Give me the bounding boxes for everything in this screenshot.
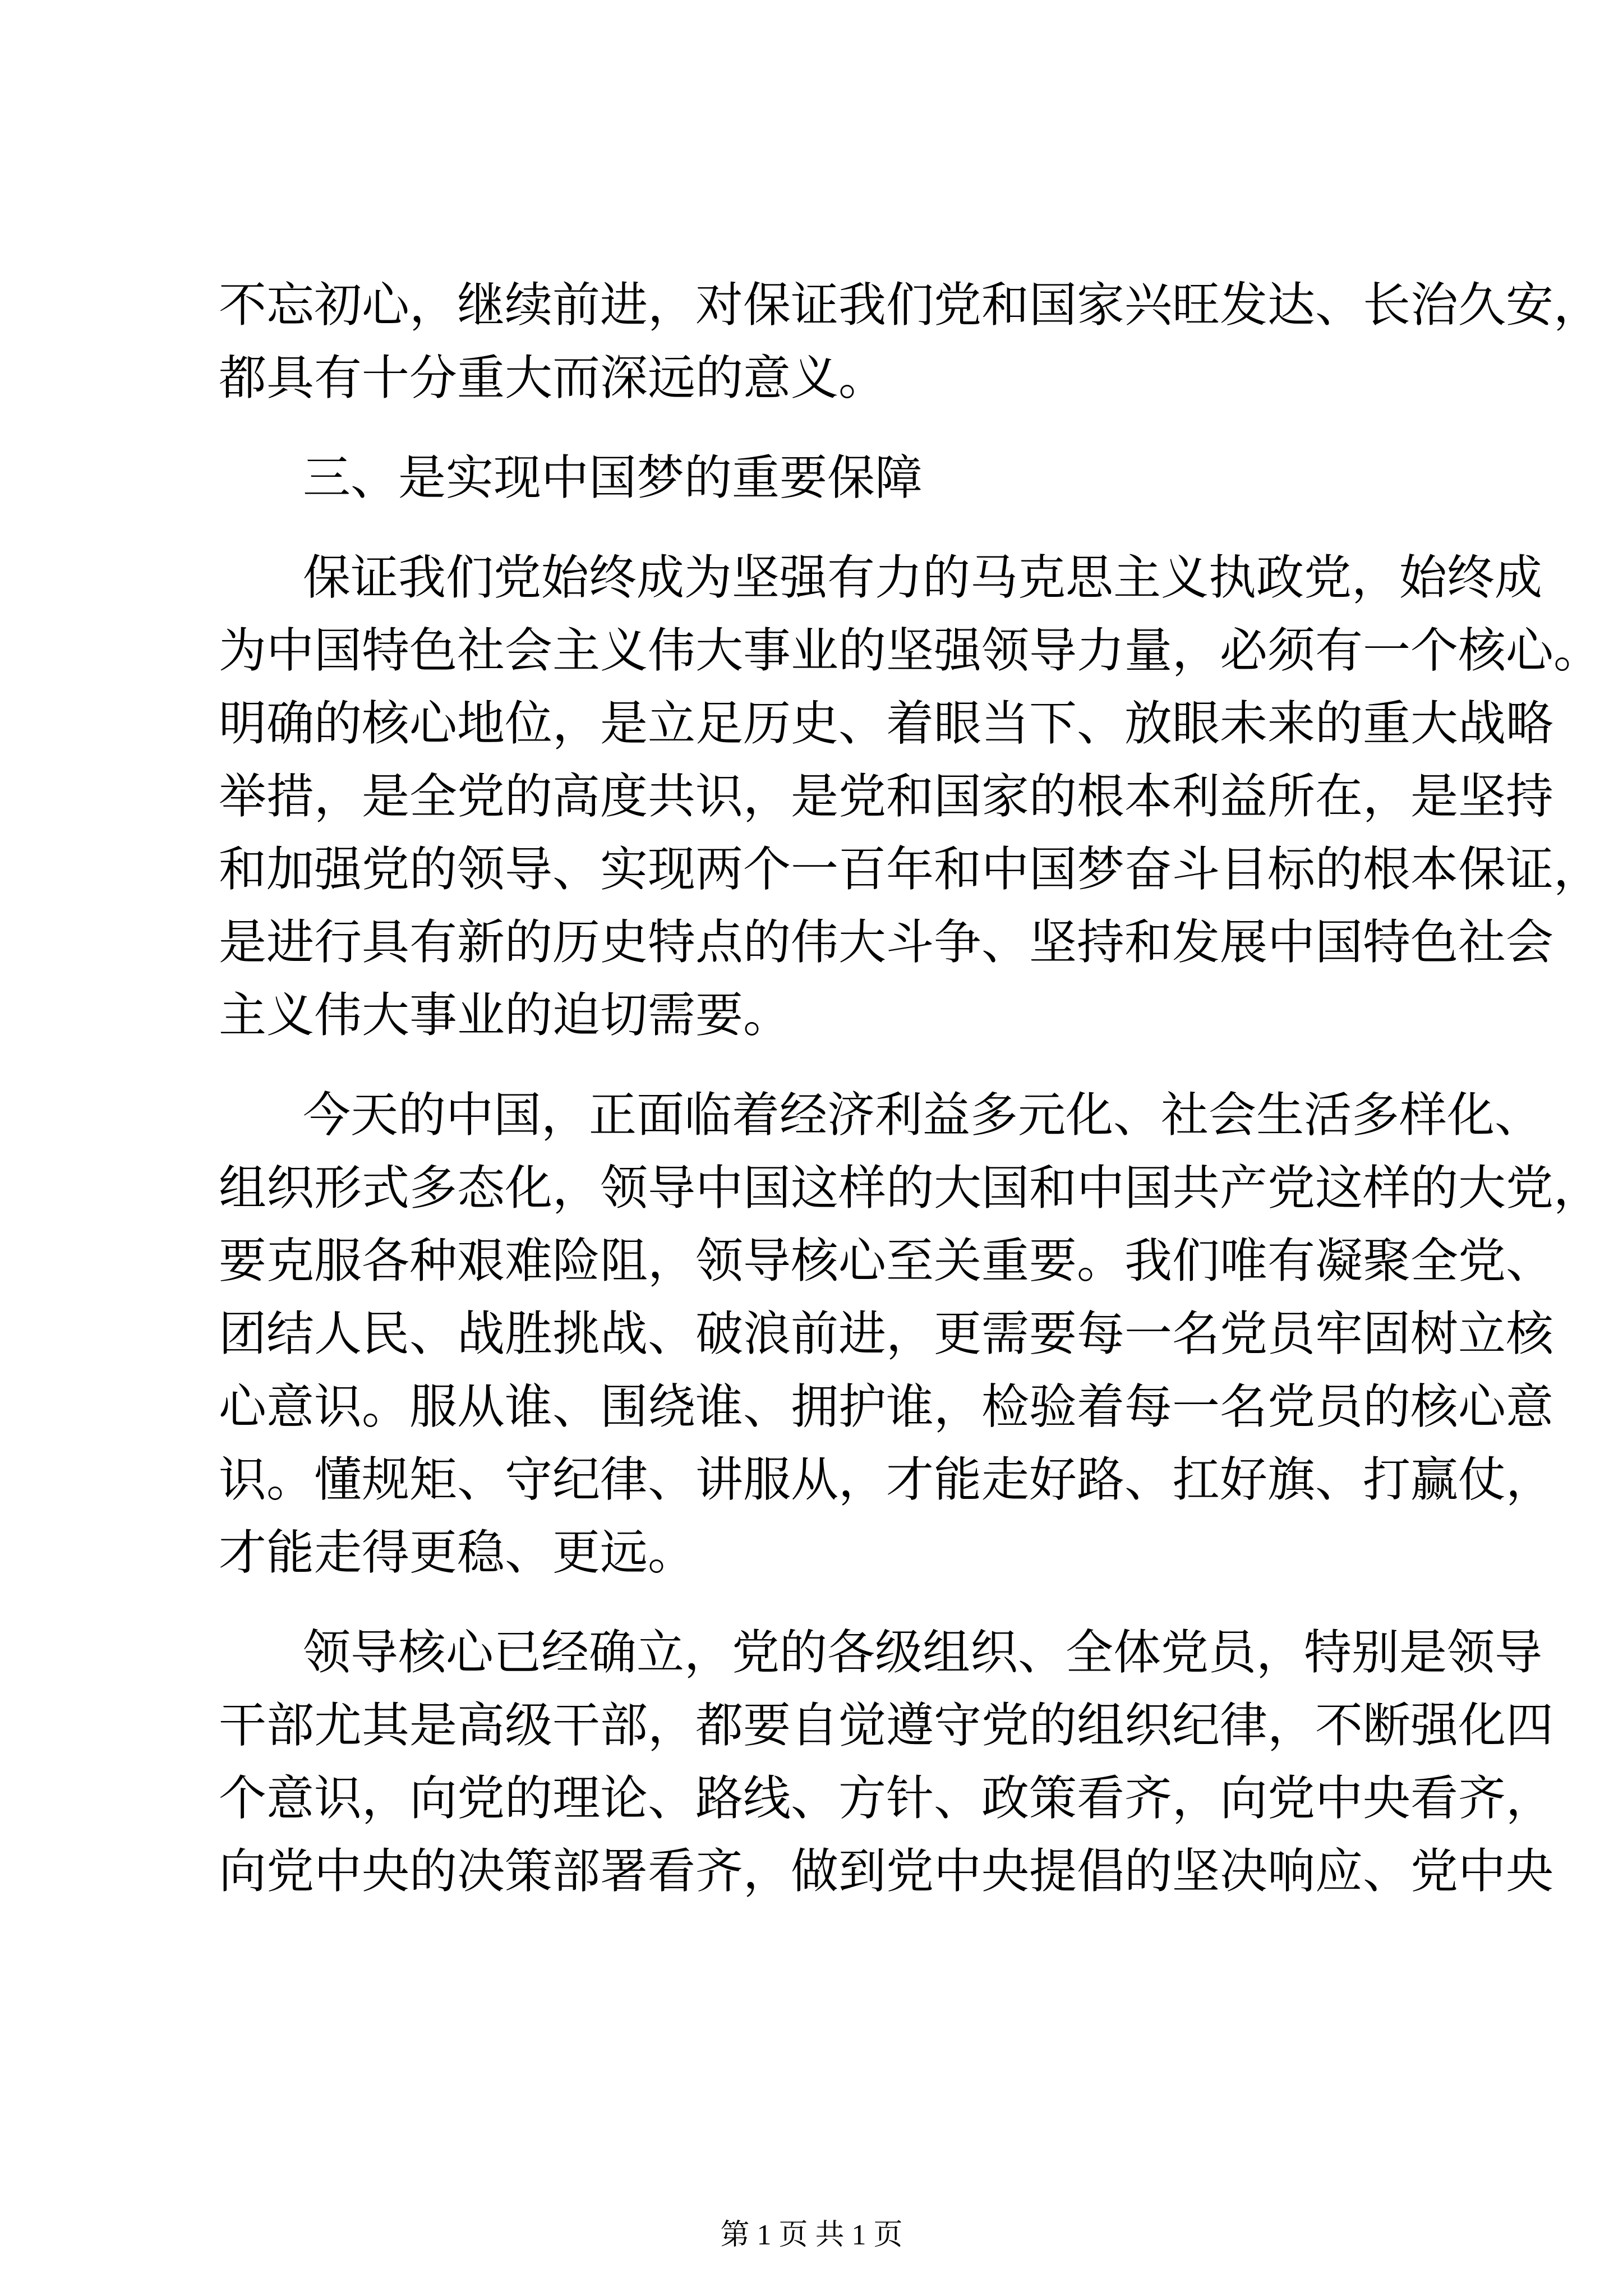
text-line: 为中国特色社会主义伟大事业的坚强领导力量，必须有一个核心。 [219, 623, 1602, 679]
paragraph [219, 1617, 1554, 1908]
paragraph [219, 1079, 1602, 1590]
text-line: 和加强党的领导、实现两个一百年和中国梦奋斗目标的根本保证， [219, 842, 1602, 898]
text-line: 要克服各种艰难险阻，领导核心至关重要。我们唯有凝聚全党、 [219, 1234, 1554, 1289]
text-line: 都具有十分重大而深远的意义。 [219, 351, 887, 406]
text-line: 领导核心已经确立，党的各级组织、全体党员，特别是领导 [303, 1625, 1543, 1681]
continuation-paragraph [219, 269, 1602, 415]
text-line: 不忘初心，继续前进，对保证我们党和国家兴旺发达、长治久安， [219, 278, 1602, 333]
text-line: 识。懂规矩、守纪律、讲服从，才能走好路、扛好旗、打赢仗， [219, 1452, 1554, 1508]
text-line: 今天的中国，正面临着经济利益多元化、社会生活多样化、 [303, 1088, 1543, 1143]
text-line: 心意识。服从谁、围绕谁、拥护谁，检验着每一名党员的核心意 [219, 1379, 1554, 1435]
text-line: 组织形式多态化，领导中国这样的大国和中国共产党这样的大党， [219, 1161, 1602, 1216]
section-heading [219, 442, 1430, 515]
text-line: 向党中央的决策部署看齐，做到党中央提倡的坚决响应、党中央 [219, 1844, 1554, 1899]
text-line: 明确的核心地位，是立足历史、着眼当下、放眼未来的重大战略 [219, 696, 1554, 752]
text-line: 是进行具有新的历史特点的伟大斗争、坚持和发展中国特色社会 [219, 915, 1554, 970]
text-line: 干部尤其是高级干部，都要自觉遵守党的组织纪律，不断强化四 [219, 1698, 1554, 1754]
section-heading-text: 三、是实现中国梦的重要保障 [303, 450, 923, 506]
paragraph [219, 542, 1602, 1052]
text-line: 保证我们党始终成为坚强有力的马克思主义执政党，始终成 [303, 550, 1543, 606]
text-line: 举措，是全党的高度共识，是党和国家的根本利益所在，是坚持 [219, 769, 1554, 825]
page-footer: 第 1 页 共 1 页 [720, 2219, 903, 2251]
text-line: 才能走得更稳、更远。 [219, 1525, 696, 1581]
text-line: 个意识，向党的理论、路线、方针、政策看齐，向党中央看齐， [219, 1771, 1554, 1826]
text-line: 团结人民、战胜挑战、破浪前进，更需要每一名党员牢固树立核 [219, 1306, 1554, 1362]
text-line: 主义伟大事业的迫切需要。 [219, 988, 791, 1043]
document-body [219, 269, 1602, 1908]
